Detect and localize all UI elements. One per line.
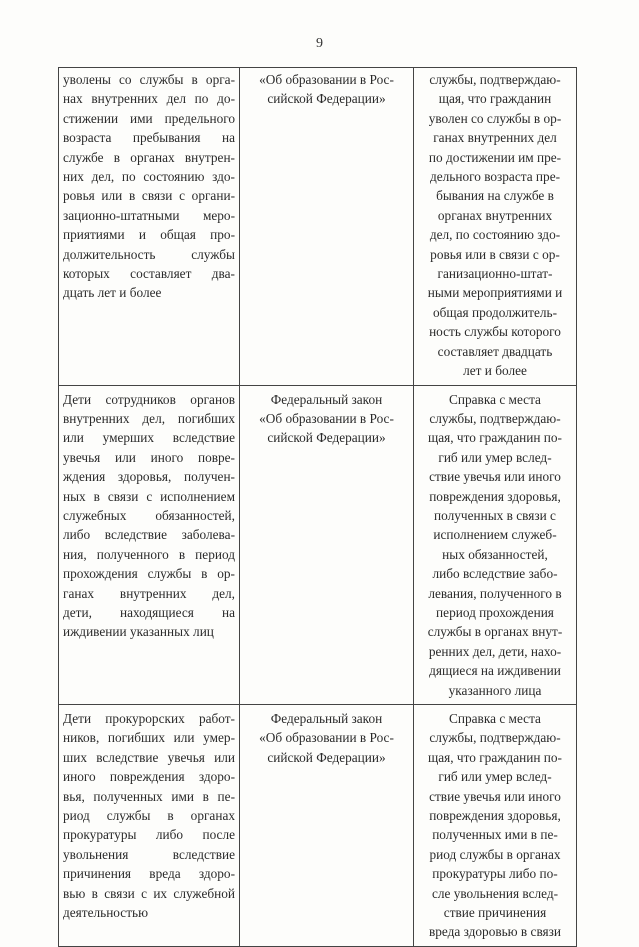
page-number: 9 bbox=[316, 36, 323, 51]
text-line: увольнения вследствие bbox=[63, 846, 235, 862]
text-line: ших вследствие увечья или bbox=[63, 749, 235, 765]
text-line: нах внутренних дел по до- bbox=[63, 91, 235, 107]
document-cell bbox=[414, 385, 577, 705]
document-cell bbox=[414, 705, 577, 947]
text-line: служебных обязанностей, bbox=[63, 507, 235, 523]
text-line: либо вследствие забо- bbox=[432, 566, 558, 582]
text-line: сле увольнения вслед- bbox=[431, 885, 559, 901]
text-line: сийской Федерации» bbox=[267, 430, 386, 446]
table-row bbox=[59, 705, 577, 947]
text-line: указанного лица bbox=[448, 682, 542, 698]
text-line: уволены со службы в орга- bbox=[63, 72, 235, 87]
text-line: ровья или в связи с ор- bbox=[430, 246, 560, 262]
text-line: ренних дел, дети, нахо- bbox=[428, 643, 562, 659]
text-line: ствие увечья или иного bbox=[429, 469, 561, 485]
text-line: дцать лет и более bbox=[63, 285, 162, 301]
text-line: деятельностью bbox=[63, 905, 149, 921]
text-line: службе в органах внутрен- bbox=[63, 149, 235, 165]
law-cell bbox=[240, 385, 414, 705]
text-line: стижении ими предельного bbox=[63, 110, 235, 126]
text-line: Федеральный закон bbox=[270, 391, 383, 407]
text-line: уволен со службы в ор- bbox=[428, 110, 562, 126]
text-line: ников, погибших или умер- bbox=[63, 730, 235, 746]
text-line: должительность службы bbox=[63, 246, 235, 262]
table-row bbox=[59, 385, 577, 705]
text-line: «Об образовании в Рос- bbox=[259, 410, 394, 426]
text-line: прокуратуры либо по- bbox=[432, 866, 558, 882]
text-line: риод службы в органах bbox=[63, 808, 235, 824]
text-line: ных обязанностей, bbox=[442, 546, 548, 562]
text-line: прокуратуры либо после bbox=[63, 827, 235, 843]
text-line: период прохождения bbox=[436, 604, 554, 620]
text-line: которых составляет два- bbox=[63, 266, 235, 282]
text-line: службы, подтверждаю- bbox=[429, 730, 561, 746]
text-line: причинения вреда здоро- bbox=[63, 866, 235, 882]
text-line: дящиеся на иждивении bbox=[429, 663, 561, 679]
text-line: дельного возраста пре- bbox=[429, 169, 561, 185]
text-line: либо вследствие заболева- bbox=[63, 527, 235, 543]
text-line: возраста пребывания на bbox=[63, 130, 235, 146]
text-line: полученных в связи с bbox=[434, 507, 556, 523]
text-line: ность службы которого bbox=[429, 324, 561, 340]
text-line: ровья или в связи с органи- bbox=[63, 188, 235, 204]
text-line: увечья или иного повре- bbox=[63, 449, 235, 465]
text-line: ных в связи с исполнением bbox=[63, 488, 235, 504]
text-line: сийской Федерации» bbox=[267, 749, 386, 765]
text-line: исполнением служеб- bbox=[433, 527, 557, 543]
text-line: левания, полученного в bbox=[428, 585, 562, 601]
text-line: составляет двадцать bbox=[437, 343, 553, 359]
text-line: «Об образовании в Рос- bbox=[259, 72, 394, 87]
text-line: или умерших вследствие bbox=[63, 430, 235, 446]
text-line: внутренних дел, погибших bbox=[63, 410, 235, 426]
text-line: ганах внутренних дел bbox=[433, 130, 557, 146]
document-cell bbox=[414, 68, 577, 386]
text-line: Федеральный закон bbox=[270, 711, 383, 726]
benefits-table bbox=[58, 67, 577, 947]
category-cell bbox=[59, 705, 240, 947]
text-line: органах внутренних bbox=[437, 207, 553, 223]
text-line: ния, полученного в период bbox=[63, 546, 235, 562]
text-line: полученных ими в пе- bbox=[432, 827, 558, 843]
text-line: общая продолжитель- bbox=[432, 304, 558, 320]
law-cell bbox=[240, 705, 414, 947]
text-line: них дел, по состоянию здо- bbox=[63, 169, 235, 185]
text-line: щая, что гражданин по- bbox=[428, 430, 562, 446]
text-line: ганизационно-штат- bbox=[437, 266, 553, 282]
text-line: лет и более bbox=[463, 363, 527, 379]
text-line: повреждения здоровья, bbox=[429, 488, 561, 504]
text-line: дети, находящиеся на bbox=[63, 604, 235, 620]
text-line: Справка с места bbox=[449, 711, 541, 726]
law-cell bbox=[240, 68, 414, 386]
text-line: риод службы в органах bbox=[429, 846, 561, 862]
text-line: ными мероприятиями и bbox=[427, 285, 563, 301]
text-line: службы в органах внут- bbox=[427, 624, 563, 640]
text-line: вья, полученных ими в пе- bbox=[63, 788, 235, 804]
text-line: ствие увечья или иного bbox=[429, 788, 561, 804]
text-line: повреждения здоровья, bbox=[429, 808, 561, 824]
text-line: иного повреждения здоро- bbox=[63, 769, 235, 785]
text-line: иждивении указанных лиц bbox=[63, 624, 214, 640]
category-cell bbox=[59, 68, 240, 386]
text-line: бывания на службе в bbox=[436, 188, 554, 204]
table-row bbox=[59, 68, 577, 386]
text-line: зационно-штатными меро- bbox=[63, 207, 235, 223]
text-line: ганах внутренних дел, bbox=[63, 585, 235, 601]
text-line: службы, подтверждаю- bbox=[429, 72, 561, 87]
text-line: службы, подтверждаю- bbox=[429, 410, 561, 426]
text-line: щая, что гражданин bbox=[438, 91, 552, 107]
text-line: приятиями и общая про- bbox=[63, 227, 235, 243]
text-line: щая, что гражданин по- bbox=[428, 749, 562, 765]
text-line: сийской Федерации» bbox=[267, 91, 386, 107]
text-line: Справка с места bbox=[449, 391, 541, 407]
category-cell bbox=[59, 385, 240, 705]
text-line: гиб или умер вслед- bbox=[438, 769, 552, 785]
text-line: прохождения службы в ор- bbox=[63, 566, 235, 582]
text-line: Дети прокурорских работ- bbox=[63, 711, 235, 726]
text-line: ствие причинения bbox=[443, 905, 547, 921]
text-line: вреда здоровью в связи bbox=[428, 924, 562, 940]
text-line: гиб или умер вслед- bbox=[438, 449, 552, 465]
text-line: Дети сотрудников органов bbox=[63, 391, 235, 407]
text-line: «Об образовании в Рос- bbox=[259, 730, 394, 746]
text-line: ждения здоровья, получен- bbox=[63, 469, 235, 485]
text-line: по достижении им пре- bbox=[428, 149, 562, 165]
text-line: дел, по состоянию здо- bbox=[429, 227, 561, 243]
text-line: вью в связи с их служебной bbox=[63, 885, 235, 901]
